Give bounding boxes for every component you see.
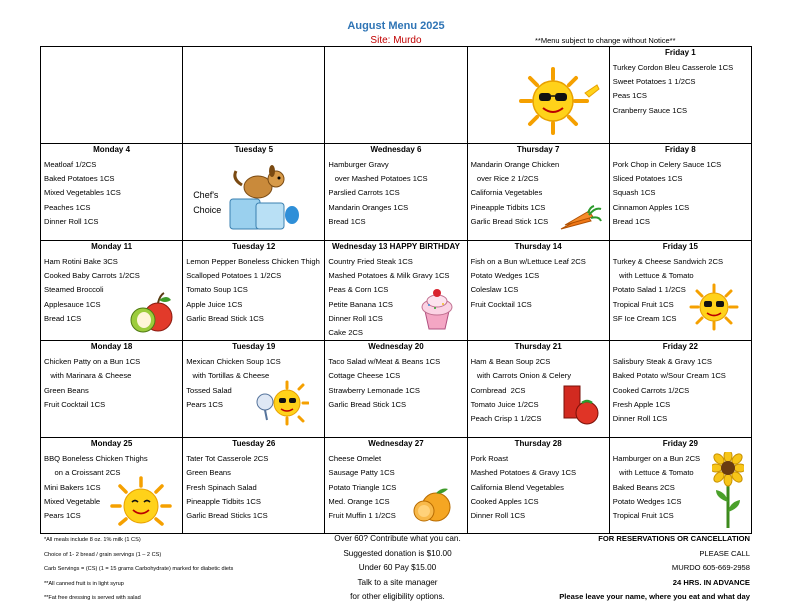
menu-item: Dinner Roll 1CS — [328, 313, 383, 323]
tomato-juice-icon — [560, 378, 600, 426]
menu-item: Mixed Vegetables 1CS — [44, 188, 121, 198]
menu-item: Fruit Cocktail 1CS — [44, 399, 106, 409]
empty-day-cell — [183, 47, 325, 144]
menu-item: Potato Wedges 1CS — [612, 496, 682, 506]
menu-item: Mixed Vegetable — [44, 496, 101, 506]
menu-item: Fruit Cocktail 1CS — [470, 299, 532, 309]
menu-item: Cottage Cheese 1CS — [328, 371, 401, 381]
menu-item: Garlic Bread Stick 1CS — [186, 313, 264, 323]
menu-item: Tropical Fruit 1CS — [612, 511, 674, 521]
meal-note: **All canned fruit is in light syrup — [44, 580, 124, 587]
menu-item: California Blend Vegetables — [470, 482, 564, 492]
menu-item: Mashed Potatoes & Gravy 1CS — [470, 468, 577, 478]
day-cell — [41, 144, 183, 241]
day-header: Tuesday 19 — [232, 342, 276, 352]
meal-note: **Fat free dressing is served with salad — [44, 595, 141, 602]
meal-note: Carb Servings = (CS) (1 = 15 grams Carbohydrate) marked for diabetic diets — [44, 566, 234, 573]
menu-item: Mashed Potatoes & Milk Gravy 1CS — [328, 271, 450, 281]
menu-item: Garlic Bread Sticks 1CS — [186, 511, 268, 521]
day-cell — [183, 241, 325, 341]
menu-item: with Lettuce & Tomato — [612, 468, 694, 478]
meal-note: *All meals include 8 oz. 1% milk (1 CS) — [44, 537, 141, 543]
dog-chef-icon — [222, 163, 302, 237]
menu-item: Chicken Patty on a Bun 1CS — [44, 357, 141, 367]
menu-items — [183, 449, 324, 523]
menu-item: Tater Tot Casserole 2CS — [186, 454, 269, 464]
day-header: Monday 4 — [93, 145, 131, 154]
day-header: Friday 29 — [662, 439, 698, 449]
menu-item: Potato Triangle 1CS — [328, 482, 397, 492]
menu-item: Squash 1CS — [612, 188, 656, 198]
menu-item: Cake 2CS — [328, 328, 363, 338]
menu-item: Turkey & Cheese Sandwich 2CS — [612, 257, 724, 266]
day-header: Wednesday 13 HAPPY BIRTHDAY — [332, 242, 460, 251]
day-cell — [41, 341, 183, 438]
calendar-week — [41, 47, 752, 144]
menu-item: over Mashed Potatoes 1CS — [328, 174, 428, 184]
menu-item: Mini Bakers 1CS — [44, 482, 101, 492]
site-name: Site: Murdo — [370, 35, 422, 46]
menu-item: Hamburger on a Bun 2CS — [612, 454, 701, 464]
empty-day-cell — [325, 47, 467, 144]
menu-item: Petite Banana 1CS — [328, 299, 393, 309]
menu-items — [183, 252, 324, 326]
menu-item: Green Beans — [44, 385, 89, 395]
day-cell — [467, 438, 609, 534]
menu-item: Fruit Muffin 1 1/2CS — [328, 511, 396, 521]
menu-item: Hamburger Gravy — [328, 160, 389, 169]
menu-item: Sliced Potatoes 1CS — [612, 174, 683, 184]
menu-item: Sausage Patty 1CS — [328, 468, 395, 478]
menu-item: Dinner Roll 1CS — [44, 216, 99, 226]
meal-notes — [44, 533, 233, 606]
menu-item: Tropical Fruit 1CS — [612, 299, 674, 309]
donation-info — [325, 532, 470, 605]
day-cell — [609, 144, 751, 241]
day-cell — [325, 341, 467, 438]
menu-items — [610, 58, 751, 118]
day-header: Wednesday 27 — [368, 439, 424, 449]
menu-item: Ham & Bean Soup 2CS — [470, 357, 551, 367]
day-header: Thursday 7 — [516, 145, 560, 154]
donation-line: Under 60 Pay $15.00 — [358, 563, 437, 573]
menu-items — [325, 352, 466, 412]
menu-item: Med. Orange 1CS — [328, 496, 390, 506]
chefs-choice-label — [193, 188, 221, 218]
calendar-week — [41, 341, 752, 438]
day-cell — [609, 341, 751, 438]
menu-item: Coleslaw 1CS — [470, 285, 519, 295]
menu-item: Cheese Omelet — [328, 454, 382, 464]
menu-item: California Vegetables — [470, 188, 543, 198]
menu-item: Pork Roast — [470, 454, 509, 464]
day-header: Friday 1 — [665, 48, 696, 57]
menu-item: over Rice 2 1/2CS — [470, 174, 539, 184]
menu-item: with Lettuce & Tomato — [612, 271, 694, 281]
sun-fan-icon — [255, 380, 309, 426]
donation-line: Suggested donation is $10.00 — [343, 548, 452, 558]
menu-item: Tomato Juice 1/2CS — [470, 399, 539, 409]
menu-item: Pineapple Tidbits 1CS — [470, 202, 546, 212]
sunflower-icon — [712, 452, 744, 528]
menu-item: Pineapple Tidbits 1CS — [186, 496, 261, 506]
menu-item: Fresh Apple 1CS — [612, 399, 671, 409]
menu-item: Fresh Spinach Salad — [186, 482, 257, 492]
menu-item: Dinner Roll 1CS — [470, 511, 526, 521]
donation-line: Talk to a site manager — [357, 577, 438, 587]
day-cell — [325, 144, 467, 241]
menu-item: Potato Salad 1 1/2CS — [612, 285, 686, 295]
menu-items — [183, 155, 324, 158]
menu-item: Peas & Corn 1CS — [328, 285, 389, 295]
menu-item: Fish on a Bun w/Lettuce Leaf 2CS — [470, 257, 586, 266]
menu-item: Baked Potatoes 1CS — [44, 174, 115, 184]
menu-item: Mandarin Orange Chicken — [470, 160, 560, 169]
calendar-week — [41, 144, 752, 241]
empty-day-cell — [41, 47, 183, 144]
menu-item: Meatloaf 1/2CS — [44, 160, 97, 169]
menu-item: Scalloped Potatoes 1 1/2CS — [186, 271, 282, 281]
menu-item: Mandarin Oranges 1CS — [328, 202, 409, 212]
reservation-phone[interactable]: MURDO 605-669-2958 — [671, 563, 750, 573]
menu-item: Salisbury Steak & Gravy 1CS — [612, 357, 712, 367]
menu-item: Lemon Pepper Boneless Chicken Thigh — [186, 257, 320, 266]
day-header: Wednesday 20 — [368, 342, 424, 352]
reservation-heading: FOR RESERVATIONS OR CANCELLATION — [598, 534, 750, 543]
day-header: Monday 11 — [91, 242, 133, 251]
menu-title: August Menu 2025 — [347, 20, 445, 32]
menu-item: Cooked Baby Carrots 1/2CS — [44, 271, 140, 281]
chefs-choice-line: Chef's — [193, 190, 219, 200]
menu-item: Turkey Cordon Bleu Casserole 1CS — [612, 63, 734, 72]
reservation-line: 24 HRS. IN ADVANCE — [672, 577, 750, 587]
reservation-line: PLEASE CALL — [699, 548, 750, 558]
orange-icon — [412, 485, 454, 523]
reservation-info — [559, 532, 750, 605]
menu-item: Dinner Roll 1CS — [612, 414, 668, 424]
reservation-line: Please leave your name, where you eat and what day — [559, 592, 750, 602]
day-header: Thursday 14 — [514, 242, 562, 251]
menu-item: Potato Wedges 1CS — [470, 271, 540, 281]
menu-item: Country Fried Steak 1CS — [328, 257, 413, 266]
menu-item: Cranberry Sauce 1CS — [612, 105, 688, 115]
menu-items — [610, 352, 751, 426]
apple-icon — [128, 290, 176, 334]
menu-items — [325, 155, 466, 229]
menu-item: Steamed Broccoli — [44, 285, 104, 295]
carrot-icon — [557, 205, 603, 233]
menu-item: BBQ Boneless Chicken Thighs — [44, 454, 148, 464]
day-header: Tuesday 26 — [232, 439, 276, 449]
day-header: Wednesday 6 — [370, 145, 422, 154]
day-header: Monday 25 — [90, 439, 133, 449]
day-header: Thursday 28 — [514, 439, 562, 449]
menu-item: on a Croissant 2CS — [44, 468, 121, 478]
sun-icon — [108, 476, 174, 526]
day-cell — [183, 438, 325, 534]
menu-item: Peaches 1CS — [44, 202, 91, 212]
menu-item: Taco Salad w/Meat & Beans 1CS — [328, 357, 441, 367]
menu-item: with Tortillas & Cheese — [186, 371, 270, 381]
menu-item: SF Ice Cream 1CS — [612, 313, 677, 323]
menu-items — [610, 155, 751, 229]
menu-items — [468, 252, 609, 312]
cupcake-icon — [417, 285, 457, 331]
menu-item: Apple Juice 1CS — [186, 299, 243, 309]
menu-item: Sweet Potatoes 1 1/2CS — [612, 77, 696, 87]
menu-item: Mexican Chicken Soup 1CS — [186, 357, 281, 367]
menu-item: Cornbread 2CS — [470, 385, 526, 395]
menu-item: Garlic Bread Stick 1CS — [470, 216, 549, 226]
menu-item: Cooked Carrots 1/2CS — [612, 385, 690, 395]
menu-notice: **Menu subject to change without Notice** — [535, 36, 676, 45]
day-header: Friday 8 — [665, 145, 696, 154]
menu-items — [41, 352, 182, 412]
day-header: Thursday 21 — [514, 342, 562, 352]
menu-item: Bread 1CS — [612, 216, 650, 226]
menu-item: Baked Potato w/Sour Cream 1CS — [612, 371, 726, 381]
menu-item: Cinnamon Apples 1CS — [612, 202, 690, 212]
day-cell — [467, 241, 609, 341]
day-header: Friday 15 — [662, 242, 698, 251]
menu-item: with Marinara & Cheese — [44, 371, 132, 381]
menu-item: Pears 1CS — [186, 399, 223, 409]
menu-item: Tomato Soup 1CS — [186, 285, 248, 295]
menu-item: Bread 1CS — [44, 313, 82, 323]
day-cell — [609, 47, 751, 144]
menu-item: Parslied Carrots 1CS — [328, 188, 400, 198]
menu-item: Cooked Apples 1CS — [470, 496, 539, 506]
menu-item: Strawberry Lemonade 1CS — [328, 385, 420, 395]
day-header: Tuesday 12 — [232, 242, 276, 251]
menu-item: Pears 1CS — [44, 511, 81, 521]
menu-item: Pork Chop in Celery Sauce 1CS — [612, 160, 722, 169]
menu-item: with Carrots Onion & Celery — [470, 371, 572, 381]
menu-item: Ham Rotini Bake 3CS — [44, 257, 118, 266]
menu-item: Tossed Salad — [186, 385, 232, 395]
sun-icon — [688, 283, 740, 331]
meal-note: Choice of 1- 2 bread / grain servings (1 – 2 CS) — [44, 551, 162, 558]
day-header: Tuesday 5 — [234, 145, 274, 154]
day-header: Monday 18 — [90, 342, 133, 352]
sun-sunglasses-icon — [515, 65, 603, 137]
donation-line: for other eligibility options. — [350, 592, 445, 602]
menu-item: Peas 1CS — [612, 91, 647, 101]
menu-item: Green Beans — [186, 468, 231, 478]
menu-items — [468, 449, 609, 523]
menu-item: Garlic Bread Stick 1CS — [328, 399, 407, 409]
menu-item: Baked Beans 2CS — [612, 482, 675, 492]
menu-item: Applesauce 1CS — [44, 299, 101, 309]
chefs-choice-line: Choice — [193, 205, 222, 215]
menu-items — [41, 155, 182, 229]
day-header: Friday 22 — [662, 342, 698, 352]
menu-item: Peach Crisp 1 1/2CS — [470, 414, 542, 424]
donation-line: Over 60? Contribute what you can. — [334, 534, 461, 543]
menu-item: Bread 1CS — [328, 216, 366, 226]
